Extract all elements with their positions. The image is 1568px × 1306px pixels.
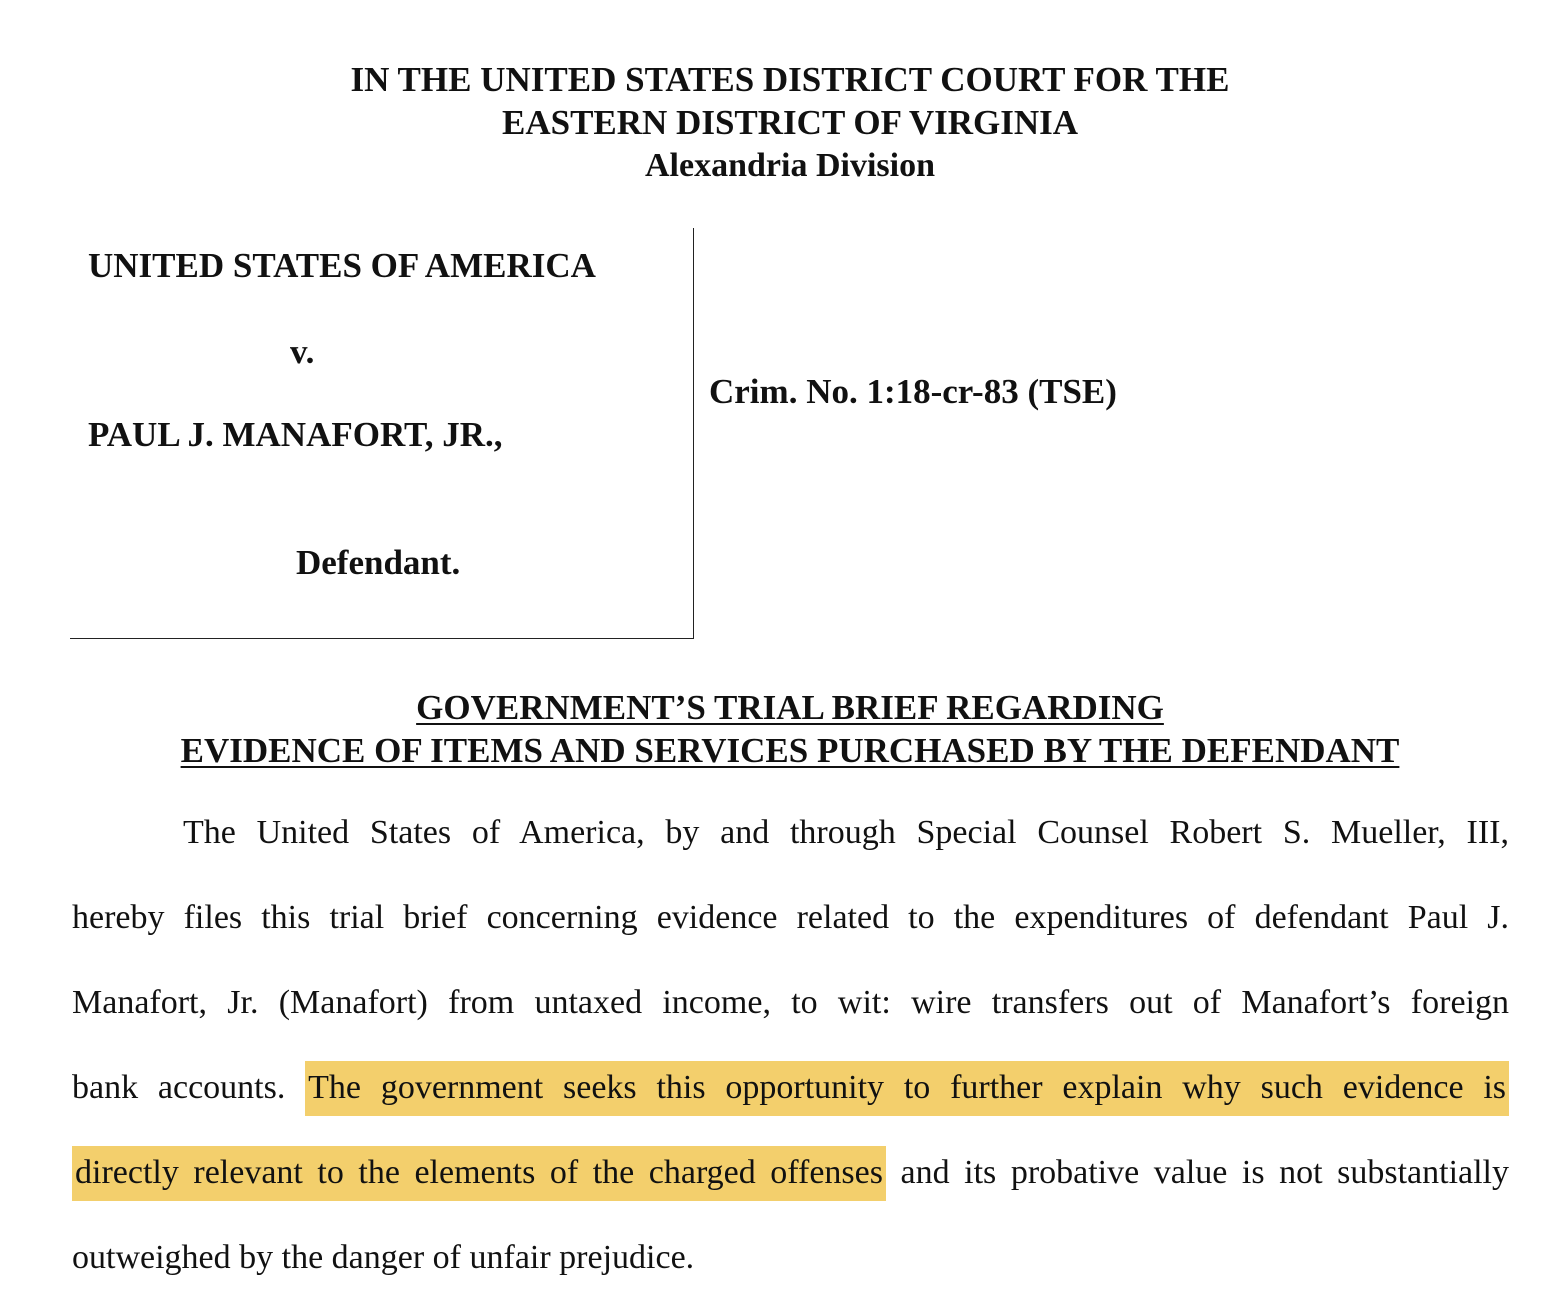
caption-defendant-label: Defendant. xyxy=(296,543,461,582)
body-line: outweighed by the danger of unfair prejudice. xyxy=(72,1239,695,1276)
body-text-segment: and its probative value is not substantially xyxy=(900,1154,1510,1191)
body-line-with-highlight xyxy=(72,1153,1509,1193)
court-division: Alexandria Division xyxy=(645,147,935,184)
highlighted-text: The government seeks this opportunity to further explain why such evidence is xyxy=(305,1061,1509,1116)
highlighted-text: directly relevant to the elements of the charged offenses xyxy=(72,1146,886,1201)
case-number: Crim. No. 1:18-cr-83 (TSE) xyxy=(709,372,1117,411)
body-line: Manafort, Jr. (Manafort) from untaxed income, to wit: wire transfers out of Manafort’s foreign xyxy=(72,984,1509,1021)
caption-defendant-name: PAUL J. MANAFORT, JR., xyxy=(88,415,503,454)
brief-title-line1: GOVERNMENT’S TRIAL BRIEF REGARDING xyxy=(416,688,1164,727)
body-line: The United States of America, by and through Special Counsel Robert S. Mueller, III, xyxy=(183,814,1509,851)
court-name-line1: IN THE UNITED STATES DISTRICT COURT FOR THE xyxy=(350,60,1230,99)
brief-title xyxy=(0,686,1568,772)
body-line: hereby files this trial brief concerning evidence related to the expenditures of defendant Paul J. xyxy=(72,899,1509,936)
caption-plaintiff: UNITED STATES OF AMERICA xyxy=(88,246,596,285)
body-line-with-highlight xyxy=(72,1068,1509,1108)
caption-versus: v. xyxy=(290,332,315,371)
court-header xyxy=(0,58,1568,187)
brief-title-line2: EVIDENCE OF ITEMS AND SERVICES PURCHASED BY THE DEFENDANT xyxy=(180,731,1400,770)
body-text-segment: bank accounts. xyxy=(72,1069,286,1106)
court-name-line2: EASTERN DISTRICT OF VIRGINIA xyxy=(501,103,1079,142)
